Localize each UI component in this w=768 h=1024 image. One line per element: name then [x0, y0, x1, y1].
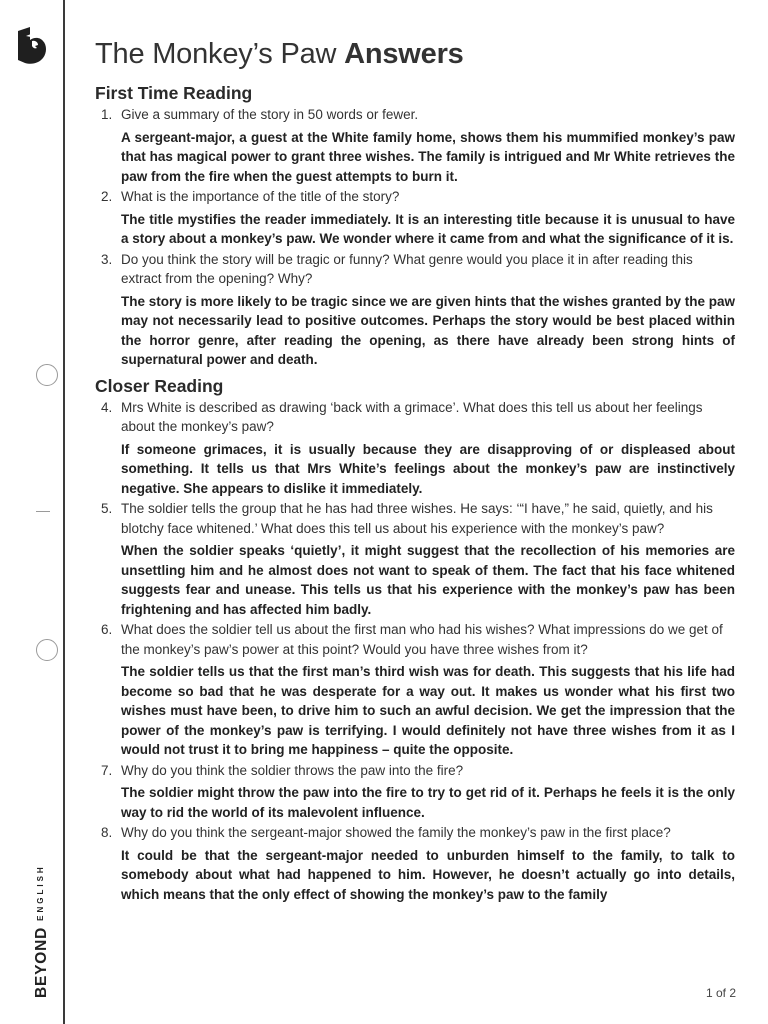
question-text: Why do you think the soldier throws the paw into the fire?: [121, 762, 464, 778]
answer-text: It could be that the sergeant-major needed to unburden himself to the family, to talk to somebody about what had happened to him. However, he doesn’t actually go into details, which means that the only effect of showing the monkey’s paw to the family: [121, 847, 735, 902]
answer-text: The title mystifies the reader immediately. It is an interesting title because it is unusual to have a story about a monkey’s paw. We wonder where it came from and what the significance of it is.: [121, 211, 735, 246]
question-text: The soldier tells the group that he has had three wishes. He says: ‘“I have,” he said, quietly, and his blotchy face whitened.’ What does this tell us about his experience with the monkey’s paw?: [121, 501, 713, 536]
punch-hole: [36, 364, 58, 386]
question-text: Do you think the story will be tragic or funny? What genre would you place it in after reading this extract from the opening? Why?: [121, 251, 693, 286]
worksheet-content: [95, 34, 735, 904]
page-title: [95, 34, 735, 74]
question-number: 8.: [101, 825, 113, 840]
question-number: 4.: [101, 399, 113, 415]
page-number: 1 of 2: [706, 986, 737, 1000]
answer-text: If someone grimaces, it is usually because they are disapproving of or displeased about something. It tells us that Mrs White’s feelings about the monkey’s paw are instinctively negative. She appears to dislike it immediately.: [121, 441, 735, 496]
brand-subname: ENGLISH: [36, 864, 45, 921]
question-item: [95, 499, 735, 619]
brand-wordmark: [33, 864, 51, 998]
answer-text: The soldier tells us that the first man’s third wish was for death. This suggests that his life had become so bad that he was desperate for a way out. It makes us wonder what his first two wishes must have been, to drive him to such an awful decision. We get the impression that the power of the monkey’s paw is terrifying. I would definitely not have three wishes from it as I would not trust it to bring me happiness – quite the opposite.: [121, 664, 735, 757]
punch-hole: [36, 639, 58, 661]
question-item: [95, 620, 735, 760]
question-text: Give a summary of the story in 50 words or fewer.: [121, 107, 419, 122]
answer-text: A sergeant-major, a guest at the White family home, shows them his mummified monkey’s paw that has magical power to grant three wishes. The family is intrigued and Mr White retrieves the paw from the fire when the guest attempts to burn it.: [121, 129, 735, 184]
margin-line: [63, 0, 65, 1024]
question-number: 5.: [101, 501, 113, 516]
section-heading-first-reading: First Time Reading: [95, 83, 253, 103]
question-number: 6.: [101, 622, 113, 637]
question-text: Mrs White is described as drawing ‘back with a grimace’. What does this tell us about her feelings about the monkey’s paw?: [121, 399, 703, 434]
question-item: [95, 761, 735, 823]
section-heading-closer-reading: Closer Reading: [95, 375, 224, 396]
beyond-logo-icon: [16, 27, 50, 65]
question-item: [95, 250, 735, 370]
question-item: [95, 823, 735, 904]
answer-text: When the soldier speaks ‘quietly’, it might suggest that the recollection of his memories are unsettling him and he almost does not want to speak of them. The fact that his face whitened suggests fear and unease. This tells us that his experience with the monkey’s paw has been frightening and has affected him badly.: [121, 543, 735, 617]
question-number: 2.: [101, 189, 113, 204]
title-bold: Answers: [344, 38, 464, 70]
title-regular: The Monkey’s Paw: [95, 38, 337, 70]
question-item: [95, 187, 735, 249]
question-text: Why do you think the sergeant-major showed the family the monkey’s paw in the first place?: [121, 825, 671, 840]
question-number: 3.: [101, 251, 113, 267]
question-item: [95, 105, 735, 186]
brand-name: BEYOND: [33, 926, 50, 998]
question-item: [95, 398, 735, 499]
question-number: 7.: [101, 762, 113, 778]
question-text: What is the importance of the title of the story?: [121, 189, 400, 204]
question-text: What does the soldier tell us about the first man who had his wishes? What impressions do we get of the monkey’s paw’s power at this point? Would you have three wishes from it?: [121, 622, 723, 657]
question-number: 1.: [101, 107, 113, 122]
fold-mark: [36, 511, 50, 512]
answer-text: The story is more likely to be tragic since we are given hints that the wishes granted by the paw may not necessarily lead to positive outcomes. Perhaps the story would be best placed within the horror genre, after reading the opening, as there have already been strong hints of supernatural power and death.: [121, 293, 735, 367]
answer-text: The soldier might throw the paw into the fire to try to get rid of it. Perhaps he feels it is the only way to rid the world of its malevolent influence.: [121, 785, 735, 820]
